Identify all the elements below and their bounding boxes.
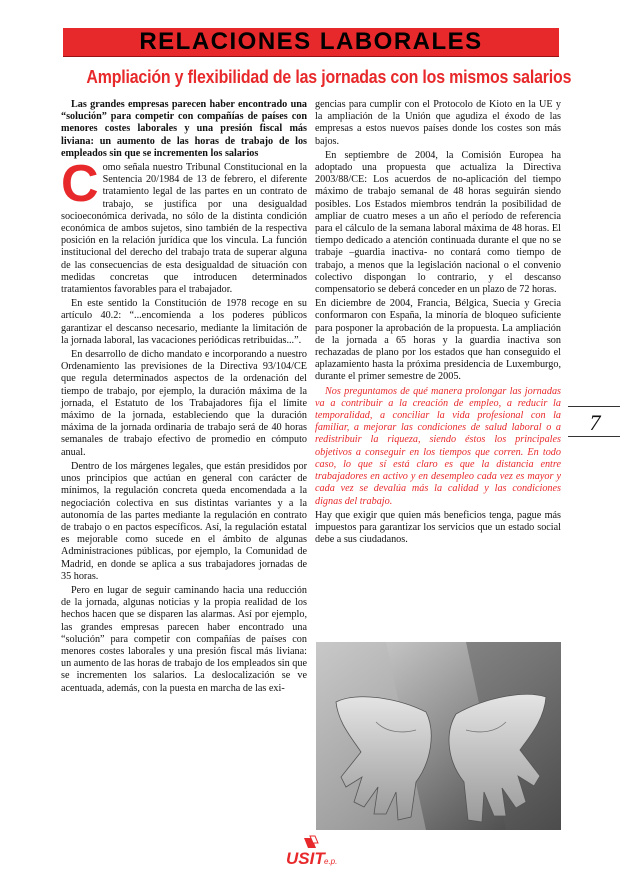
drop-cap: C xyxy=(61,155,99,214)
article-paragraph: En septiembre de 2004, la Comisión Europea ha adoptado una propuesta que actualiza la Directiva 2003/88/CE: Los acuerdos de no-aplicación del tiempo máximo de trabajo semanal de 48 horas seguirán siendo posibles. Los Estados miembros tendrán la posibilidad de ampliar de cuatro meses a un año el período de referencia para el cálculo de la semana laboral máxima de 48 horas. El tiempo dedicado a atención continuada durante el que no se trabaje –guardia inactiva- no contará como tiempo de trabajo, a menos que la legislación nacional o el convenio colectivo dispongan lo contrario, y el descanso compensatorio se deberá conceder en un plazo de 72 horas. xyxy=(315,149,561,296)
article-lead: Las grandes empresas parecen haber encontrado una “solución” para competir con compañías de países con menores costes laborales y una presión fiscal más liviana: un aumento de las horas de trabajo de los empleados sin que se incrementen los salarios xyxy=(61,99,307,159)
article-paragraph: En diciembre de 2004, Francia, Bélgica, Suecia y Grecia conformaron con España, la minoría de bloqueo suficiente para posponer la aprobación de la propuesta. La ampliación de la jornada a 65 horas y la guardia inactiva son rechazadas de plano por los estados que han conseguido el aplazamiento hasta la próxima presidencia de Luxemburgo, durante el primer semestre de 2005. xyxy=(315,298,561,383)
page-number: 7 xyxy=(589,410,601,435)
hands-illustration xyxy=(316,642,561,830)
section-banner xyxy=(63,28,559,57)
article-paragraph: gencias para cumplir con el Protocolo de Kioto en la UE y la ampliación de la Unión que agudiza el éxodo de las empresas a estos nuevos países donde los costes son más bajos. xyxy=(315,99,561,147)
section-title: RELACIONES LABORALES xyxy=(139,28,483,55)
article-paragraph: En este sentido la Constitución de 1978 recoge en su artículo 40.2: “...encomienda a los poderes públicos garantizar el descanso necesario, mediante la limitación de la jornada laboral, las vacaciones periódicas retribuidas...”. xyxy=(61,298,307,346)
page-number-rule-bottom xyxy=(568,436,620,437)
page-number-rule-top xyxy=(568,406,620,407)
article-paragraph: En desarrollo de dicho mandato e incorporando a nuestro Ordenamiento las previsiones de la Directiva 93/104/CE que regula determinados aspectos de la ordenación del tiempo de trabajo, por ejemplo, la duración máxima de la jornada, el Estatuto de los Trabajadores fija el límite máximo de la jornada, estableciendo que la duración máxima de la jornada ordinaria de trabajo será de 40 horas semanales de trabajo efectivo de promedio en cómputo anual. xyxy=(61,349,307,458)
article-headline: Ampliación y flexibilidad de las jornadas con los mismos salarios xyxy=(86,66,572,87)
usit-logo-mark xyxy=(282,834,342,872)
article-paragraph: Pero en lugar de seguir caminando hacia una reducción de la jornada, algunas noticias y la propia realidad de los hechos hacen que se disparen las alarmas. Así por ejemplo, las grandes empresas parecen haber encontrado una “solución” para competir con compañías de países con menores costes laborales y una presión fiscal más liviana: un aumento de las horas de trabajo de los empleados sin que se incrementen los salarios. La deslocalización se ve acentuada, además, con la puesta en marcha de las exi- xyxy=(61,584,307,694)
article-paragraph: Hay que exigir que quien más beneficios tenga, pague más impuestos para garantizar los servicios que un estado social debe a sus ciudadanos. xyxy=(315,509,561,546)
highlighted-paragraph: Nos preguntamos de qué manera prolongar las jornadas va a contribuir a la creación de empleo, a reducir la temporalidad, a conciliar la vida profesional con la familiar, a mejorar las condiciones de salud laboral o a redistribuir la riqueza, siendo éstos los principales objetivos a conseguir en los tiempos que corren. En todo caso, lo que sí está claro es que la distancia entre trabajadores en activo y en desempleo cada vez es mayor y cada vez se devalúa más la calidad y las condiciones dignas del trabajo. xyxy=(315,385,561,507)
usit-logo xyxy=(282,834,342,872)
article-paragraph: Dentro de los márgenes legales, que están presididos por unos principios que actúan en general con carácter de mínimos, la regulación concreta queda encomendada a la negociación colectiva en sus distintas variantes y a la autonomía de las partes mediante la regulación en contrato de trabajo o en pactos específicos. Así, la regulación estatal es mejorable como sucede en el ámbito de algunas Administraciones públicas, por ejemplo, la Comunidad de Madrid, en donde se aplica a sus trabajadores jornadas de 35 horas. xyxy=(61,460,307,582)
logo-suffix: e.p. xyxy=(324,857,338,866)
article-column-left xyxy=(61,99,307,697)
paragraph-text: omo señala nuestro Tribunal Constitucional en la Sentencia 20/1984 de 13 de febrero, el diferente tratamiento legal de las partes en un contrato de trabajo, se justifica por una desigualdad socioeconómica derivada, no sólo de la distinta condición económica de ambos sujetos, sino también de la respectiva posición en la relación jurídica que los vincula. La función institucional del derecho del trabajo trata de superar alguna de las consecuencias de esta desigualdad de situación con medidas concretas que introducen determinados tratamientos favorables para el trabajador. xyxy=(61,162,307,296)
photo-hands xyxy=(316,642,561,830)
article-paragraph xyxy=(61,155,307,296)
logo-text: USIT xyxy=(286,849,325,868)
article-column-right xyxy=(315,99,561,548)
